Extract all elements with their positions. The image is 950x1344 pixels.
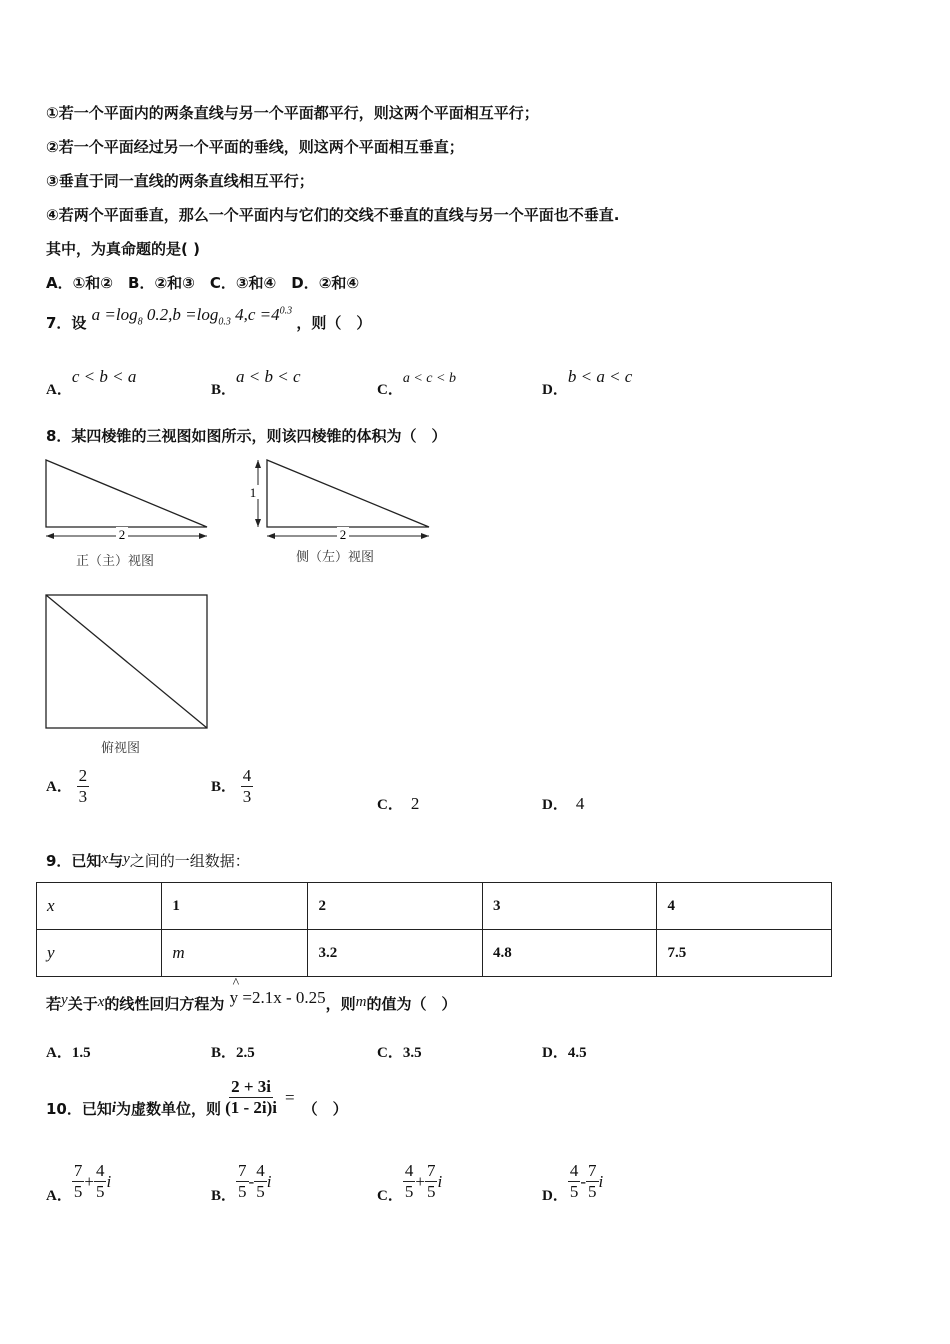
denominator: 5 [588,1182,597,1201]
q10-number: 10．已知 [46,1100,112,1118]
q7-val-a: 0.2, [142,305,173,324]
text: 若 [46,995,62,1013]
q10-option-d[interactable] [542,1158,603,1205]
fraction [425,1161,438,1202]
q10-option-a[interactable] [46,1158,111,1205]
table-row [37,930,832,977]
arrow-left-icon [267,533,275,539]
numerator: 7 [73,1161,83,1180]
denominator: 5 [73,1182,83,1201]
hat-icon: ^ [232,976,240,991]
data-table [36,882,832,977]
numerator: 7 [238,1161,247,1180]
q9-tail: 之间的一组数据： [129,852,250,870]
text: 关于 [67,995,98,1013]
q8-option-b[interactable] [211,766,253,807]
option-text: a < c < b [402,371,456,386]
imaginary-unit: i [106,1171,112,1191]
q9-option-a[interactable] [46,1041,91,1062]
q9-option-d[interactable] [542,1041,587,1062]
imaginary-unit: i [437,1171,443,1191]
denominator: 5 [95,1182,105,1201]
q7-number: 7．设 [46,314,87,332]
fraction [77,766,90,807]
q7-expr-c: c =4 [247,305,280,324]
var-y: y [61,992,68,1008]
option-text: 1.5 [71,1045,91,1061]
option-label: C． [377,1188,403,1204]
q7-option-d[interactable] [542,366,633,398]
option-label: C． [377,797,403,813]
imaginary-unit: i [266,1171,272,1191]
arrow-right-icon [421,533,429,539]
q8-prompt: 8．某四棱锥的三视图如图所示，则该四棱锥的体积为（ ） [46,427,447,445]
q9-stem [46,850,250,871]
numerator: 4 [569,1161,579,1180]
front-view-caption: 正（主）视图 [76,553,155,568]
option-text: 4.5 [567,1045,587,1061]
q9-option-c[interactable] [377,1041,422,1062]
front-view-figure [40,455,220,550]
fraction [254,1161,267,1202]
denominator: 5 [256,1182,265,1201]
numerator: 4 [256,1161,265,1180]
q7-stem [46,305,372,335]
operator: + [415,1171,425,1191]
option-text: c < b < a [71,367,137,386]
numerator: 2 + 3i [231,1077,271,1096]
denominator: 5 [238,1182,247,1201]
denominator: 5 [404,1182,414,1201]
option-text: 2 [410,794,420,813]
text: 的值为（ ） [366,995,457,1013]
equation-text: y =2.1x - 0.25 [229,988,326,1007]
side-width-label: 2 [339,527,347,542]
q7-expr-b: b =log [172,305,219,324]
q8-option-d[interactable] [542,793,584,814]
fraction [94,1161,107,1202]
q10-option-c[interactable] [377,1158,442,1205]
operator: - [580,1171,587,1191]
q8-option-c[interactable] [377,793,419,814]
top-view-diagonal [46,595,207,728]
equals-sign: = [285,1087,295,1107]
table-cell: 4.8 [482,930,657,977]
q9-number: 9．已知 [46,852,102,870]
option-label: A． [46,1188,72,1204]
fraction [568,1161,581,1202]
option-label: B． [211,779,237,795]
side-view-caption: 侧（左）视图 [296,549,375,564]
var-x: x [97,994,105,1010]
q10-text: 为虚数单位，则 [116,1100,222,1118]
option-text: b < a < c [567,367,633,386]
option-label: C． [377,1045,403,1061]
front-width-label: 2 [118,527,126,542]
option-label: D． [542,797,568,813]
table-cell: y [37,930,162,977]
q7-expr-a: a =log [91,305,138,324]
arrow-left-icon [46,533,54,539]
denominator: (1 - 2i)i [225,1098,277,1117]
q7-val-b: 4, [230,305,248,324]
q10-option-b[interactable] [211,1158,271,1205]
side-height-label: 1 [249,485,257,500]
table-cell: 1 [162,883,308,930]
regression-equation [229,976,326,1007]
q7-exp-c: 0.3 [279,305,293,317]
q9-and: 与 [108,852,124,870]
option-label: A． [46,779,72,795]
operator: + [84,1171,94,1191]
var-i: i [111,1100,117,1116]
option-label: B． [211,1045,237,1061]
complex-fraction [223,1077,279,1118]
denominator: 5 [426,1182,436,1201]
table-row [37,883,832,930]
option-label: A． [46,382,72,398]
side-view-figure [245,455,440,550]
q10-stem [46,1076,348,1119]
numerator: 7 [588,1161,597,1180]
option-label: D． [542,1045,568,1061]
q8-option-a[interactable] [46,766,89,807]
q7-option-b[interactable] [211,366,301,398]
table-cell: 7.5 [657,930,832,977]
statement-3: ③垂直于同一直线的两条直线相互平行； [46,172,314,190]
var-y: y [123,851,130,867]
top-view-figure [40,590,215,735]
numerator: 4 [95,1161,105,1180]
top-view-caption: 俯视图 [101,740,141,755]
fraction [236,1161,249,1202]
fraction [586,1161,599,1202]
operator: - [248,1171,255,1191]
q7-base-a: 8 [137,316,143,328]
q7-option-a[interactable] [46,366,137,398]
option-label: D． [542,1188,568,1204]
table-cell: 3.2 [308,930,483,977]
denominator: 5 [569,1182,579,1201]
denominator: 3 [242,787,252,806]
q10-tail: （ ） [302,1100,348,1118]
fraction [72,1161,85,1202]
imaginary-unit: i [598,1171,604,1191]
option-text: 2.5 [236,1045,255,1061]
text: ，则 [325,995,356,1013]
numerator: 4 [404,1161,414,1180]
table-cell: 3 [482,883,657,930]
q9-option-b[interactable] [211,1041,255,1062]
q7-option-c[interactable] [377,366,456,398]
option-label: C． [377,382,403,398]
numerator: 4 [242,766,252,785]
q6-prompt: 其中，为真命题的是( ) [46,240,200,258]
denominator: 3 [78,787,88,806]
statement-1: ①若一个平面内的两条直线与另一个平面都平行，则这两个平面相互平行； [46,104,539,122]
table-cell: m [162,930,308,977]
table-cell: x [37,883,162,930]
text: 的线性回归方程为 [104,995,225,1013]
option-text: 4 [575,794,585,813]
side-view-triangle [267,460,429,527]
q7-base-b: 0.3 [218,316,231,328]
table-cell: 4 [657,883,832,930]
numerator: 7 [426,1161,436,1180]
var-m: m [355,994,367,1010]
arrow-right-icon [199,533,207,539]
arrow-up-icon [255,460,261,468]
q7-expression [91,305,297,328]
q9-regression-line [46,976,457,1014]
option-label: B． [211,382,237,398]
option-text: a < b < c [236,367,301,386]
front-view-triangle [46,460,207,527]
fraction [241,766,254,807]
option-label: B． [211,1188,237,1204]
option-label: D． [542,382,568,398]
statement-2: ②若一个平面经过另一个平面的垂线，则这两个平面相互垂直； [46,138,464,156]
option-label: A． [46,1045,72,1061]
fraction [403,1161,416,1202]
arrow-down-icon [255,519,261,527]
numerator: 2 [78,766,88,785]
table-cell: 2 [308,883,483,930]
statement-4: ④若两个平面垂直，那么一个平面内与它们的交线不垂直的直线与另一个平面也不垂直. [46,206,620,224]
q6-options: A．①和② B．②和③ C．③和④ D．②和④ [46,274,360,292]
var-x: x [101,851,109,867]
q7-tail: ，则（ ） [296,314,372,332]
option-text: 3.5 [402,1045,422,1061]
